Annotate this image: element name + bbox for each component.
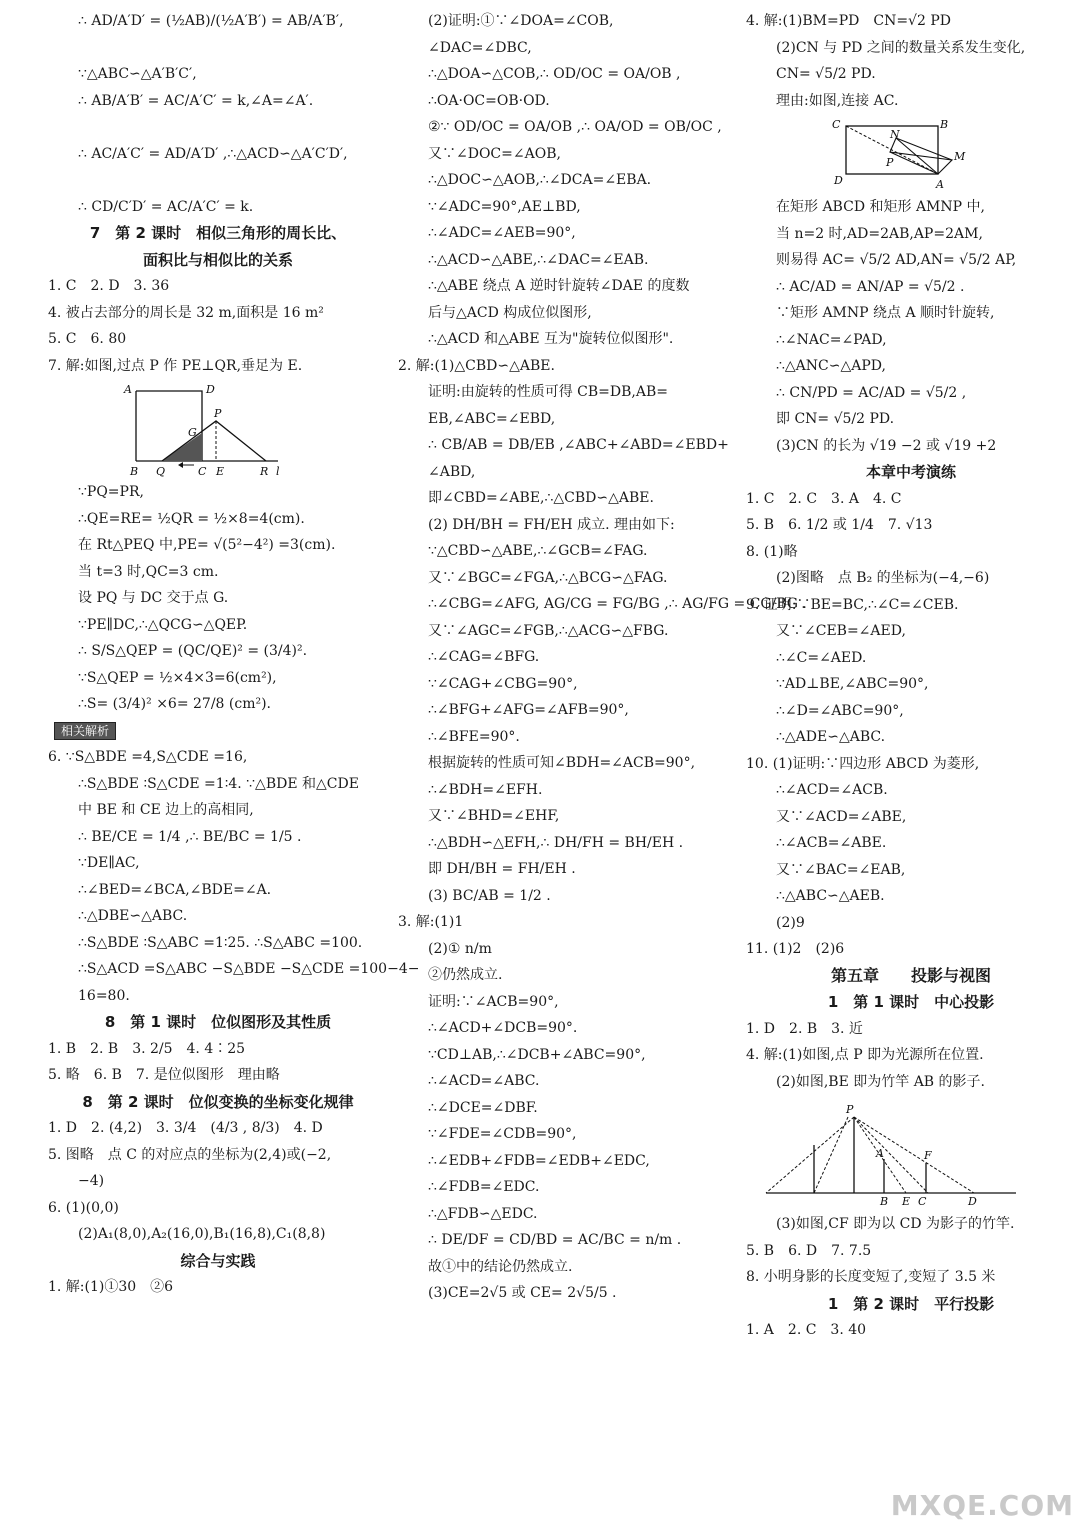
answer-line: ∴∠NAC=∠PAD, bbox=[776, 331, 887, 348]
figure-label: A bbox=[124, 383, 132, 396]
figure-label: P bbox=[214, 407, 222, 420]
answer-line: 在 Rt△PEQ 中,PE= √(5²−4²) =3(cm). bbox=[78, 537, 336, 553]
figure-label: G bbox=[188, 426, 197, 439]
answer-line: 1. D 2. B 3. 近 bbox=[746, 1020, 863, 1037]
answer-line: ∴ AC/A′C′ = AD/A′D′ ,∴△ACD∽△A′C′D′, bbox=[78, 145, 348, 162]
figure-label: D bbox=[968, 1195, 977, 1208]
answer-line: 9. 证明:∵BE=BC,∴∠C=∠CEB. bbox=[746, 596, 959, 613]
answer-line: ∵∠CAG+∠CBG=90°, bbox=[428, 675, 578, 692]
answer-line: ∴∠FDB=∠EDC. bbox=[428, 1179, 540, 1195]
answer-line: 2. 解:(1)△CBD∽△ABE. bbox=[398, 357, 555, 374]
answer-line: (3)如图,CF 即为以 CD 为影子的竹竿. bbox=[776, 1216, 1015, 1232]
answer-line: 在矩形 ABCD 和矩形 AMNP 中, bbox=[776, 199, 985, 215]
answer-line: ∴△BDH∽△EFH,∴ DH/FH = BH/EH . bbox=[428, 834, 684, 851]
answer-line bbox=[48, 35, 388, 62]
answer-line: 5. C 6. 80 bbox=[48, 331, 127, 347]
section-heading: 7 第 2 课时 相似三角形的周长比、 bbox=[89, 224, 347, 242]
site-watermark: MXQE.COM bbox=[890, 1489, 1074, 1522]
answer-line: ∵∠ADC=90°,AE⊥BD, bbox=[428, 198, 581, 215]
answer-line: ∴∠BFG+∠AFG=∠AFB=90°, bbox=[428, 702, 629, 718]
figure-label: E bbox=[216, 465, 225, 478]
answer-line: ∵矩形 AMNP 绕点 A 顺时针旋转, bbox=[776, 305, 995, 321]
answer-line: ∴ AC/AD = AN/AP = √5/2 . bbox=[776, 278, 965, 295]
answer-line: CN= √5/2 PD. bbox=[776, 66, 876, 82]
answer-line: 10. (1)证明:∵四边形 ABCD 为菱形, bbox=[746, 755, 980, 772]
answer-line: ∴△DBE∽△ABC. bbox=[78, 908, 188, 924]
answer-line: ∴S△ACD =S△ABC −S△BDE −S△CDE =100−4− bbox=[78, 961, 420, 977]
figure-label: P bbox=[886, 156, 894, 169]
figure-label: D bbox=[206, 383, 215, 396]
answer-line: (2)A₁(8,0),A₂(16,0),B₁(16,8),C₁(8,8) bbox=[78, 1226, 326, 1242]
answer-line: ∵AD⊥BE,∠ABC=90°, bbox=[776, 676, 929, 692]
figure-label: F bbox=[924, 1149, 932, 1162]
answer-line: ②∵ OD/OC = OA/OB ,∴ OA/OD = OB/OC , bbox=[428, 119, 722, 135]
answer-line: 7. 解:如图,过点 P 作 PE⊥QR,垂足为 E. bbox=[48, 357, 303, 374]
answer-line: ∵△CBD∽△ABE,∴∠GCB=∠FAG. bbox=[428, 543, 648, 559]
answer-line: (3)CN 的长为 √19 −2 或 √19 +2 bbox=[776, 437, 997, 454]
answer-column-3 bbox=[746, 8, 1076, 1344]
answer-line: ∴ AB/A′B′ = AC/A′C′ = k,∠A=∠A′. bbox=[78, 92, 314, 109]
answer-line: ②仍然成立. bbox=[428, 967, 503, 983]
section-heading: 1 第 2 课时 平行投影 bbox=[827, 1294, 995, 1313]
answer-line: 又∵∠CEB=∠AED, bbox=[776, 623, 906, 639]
figure-label: P bbox=[846, 1103, 854, 1116]
figure-label: C bbox=[198, 465, 207, 478]
answer-line: ∴ BE/CE = 1/4 ,∴ BE/BC = 1/5 . bbox=[78, 828, 302, 845]
answer-line bbox=[48, 167, 388, 194]
section-heading: 综合与实践 bbox=[180, 1251, 256, 1270]
answer-line: (2)① n/m bbox=[428, 940, 492, 957]
answer-line: ∴∠CBG=∠AFG, AG/CG = FG/BG ,∴ AG/FG = CG/BG . bbox=[428, 596, 807, 612]
answer-line: 1. C 2. D 3. 36 bbox=[48, 278, 170, 294]
figure-label: R bbox=[260, 465, 269, 478]
answer-line: ∴∠D=∠ABC=90°, bbox=[776, 702, 904, 719]
section-heading: 本章中考演练 bbox=[865, 463, 956, 481]
figure-label: C bbox=[832, 118, 841, 131]
answer-line: ∴∠ACD=∠ABC. bbox=[428, 1073, 540, 1089]
answer-line: 即 CN= √5/2 PD. bbox=[776, 411, 895, 427]
answer-line: ∴△ABC∽△AEB. bbox=[776, 888, 885, 904]
answer-line: 证明:∵∠ACB=90°, bbox=[428, 993, 559, 1010]
figure-label: l bbox=[276, 465, 280, 478]
answer-line: 当 n=2 时,AD=2AB,AP=2AM, bbox=[776, 225, 983, 242]
answer-line: ∴∠BFE=90°. bbox=[428, 728, 520, 745]
answer-line: 又∵∠BAC=∠EAB, bbox=[776, 861, 906, 878]
section-heading: 面积比与相似比的关系 bbox=[142, 250, 293, 269]
figure-label: B bbox=[880, 1195, 889, 1208]
figure-label: Q bbox=[156, 465, 166, 478]
answer-line: ∴ CB/AB = DB/EB ,∠ABC+∠ABD=∠EBD+ bbox=[428, 437, 729, 453]
answer-line: 1. A 2. C 3. 40 bbox=[746, 1322, 867, 1338]
answer-line: ∴△ACD∽△ABE,∴∠DAC=∠EAB. bbox=[428, 251, 649, 268]
answer-line: ∴△ABE 绕点 A 逆时针旋转∠DAE 的度数 bbox=[428, 278, 690, 294]
answer-line: 16=80. bbox=[78, 987, 130, 1004]
answer-line: 5. B 6. D 7. 7.5 bbox=[746, 1242, 872, 1259]
answer-line: (2)证明:①∵∠DOA=∠COB, bbox=[428, 13, 614, 29]
answer-line: (2)CN 与 PD 之间的数量关系发生变化, bbox=[776, 39, 1026, 56]
figure-label: B bbox=[130, 465, 139, 478]
answer-line: 3. 解:(1)1 bbox=[398, 914, 464, 930]
answer-line: 中 BE 和 CE 边上的高相同, bbox=[78, 802, 254, 818]
answer-line: (2)如图,BE 即为竹竿 AB 的影子. bbox=[776, 1073, 985, 1090]
answer-line: (3)CE=2√5 或 CE= 2√5/5 . bbox=[428, 1285, 617, 1301]
answer-line: 又∵∠ACD=∠ABE, bbox=[776, 808, 907, 825]
answer-line: ∴△DOA∽△COB,∴ OD/OC = OA/OB , bbox=[428, 66, 681, 82]
answer-line: (2)图略 点 B₂ 的坐标为(−4,−6) bbox=[776, 570, 990, 586]
answer-line: ∵△ABC∽△A′B′C′, bbox=[78, 66, 197, 82]
answer-line: ∴△DOC∽△AOB,∴∠DCA=∠EBA. bbox=[428, 172, 652, 188]
answer-line: ∴∠CAG=∠BFG. bbox=[428, 649, 540, 665]
answer-line: ∴△ADE∽△ABC. bbox=[776, 729, 886, 745]
answer-line: 5. B 6. 1/2 或 1/4 7. √13 bbox=[746, 517, 933, 533]
answer-line: ∴△ACD 和△ABE 互为"旋转位似图形". bbox=[428, 331, 674, 347]
answer-line: 证明:由旋转的性质可得 CB=DB,AB= bbox=[428, 384, 668, 400]
answer-line: ∵S△QEP = ½×4×3=6(cm²), bbox=[78, 669, 277, 686]
answer-line: ∴ CD/C′D′ = AC/A′C′ = k. bbox=[78, 198, 254, 215]
figure-label: D bbox=[834, 174, 843, 187]
figure-label: B bbox=[940, 118, 949, 131]
answer-line: 当 t=3 时,QC=3 cm. bbox=[78, 563, 219, 580]
answer-line: 又∵∠DOC=∠AOB, bbox=[428, 145, 561, 162]
answer-line: 11. (1)2 (2)6 bbox=[746, 941, 845, 957]
answer-line: 4. 解:(1)如图,点 P 即为光源所在位置. bbox=[746, 1047, 984, 1063]
answer-line: ∠DAC=∠DBC, bbox=[428, 39, 532, 56]
answer-line: ∴S△BDE ∶S△CDE =1∶4. ∵△BDE 和△CDE bbox=[78, 775, 359, 792]
answer-line: 又∵∠BHD=∠EHF, bbox=[428, 808, 560, 824]
answer-line: ∴∠BED=∠BCA,∠BDE=∠A. bbox=[78, 881, 272, 898]
answer-line: ∴S= (3/4)² ×6= 27/8 (cm²). bbox=[78, 696, 272, 712]
answer-line: 后与△ACD 构成位似图形, bbox=[428, 304, 592, 321]
figure-label: E bbox=[902, 1195, 911, 1208]
answer-line: 1. 解:(1)①30 ②6 bbox=[48, 1279, 174, 1295]
answer-line: ∵CD⊥AB,∴∠DCB+∠ABC=90°, bbox=[428, 1046, 646, 1063]
answer-line: 理由:如图,连接 AC. bbox=[776, 92, 899, 109]
answer-line: 又∵∠BGC=∠FGA,∴△BCG∽△FAG. bbox=[428, 569, 668, 586]
answer-line: 8. 小明身影的长度变短了,变短了 3.5 米 bbox=[746, 1269, 996, 1285]
figure-central-projection bbox=[756, 1097, 1026, 1209]
section-heading: 第五章 投影与视图 bbox=[830, 965, 991, 985]
answer-line: 1. B 2. B 3. 2/5 4. 4∶25 bbox=[48, 1040, 246, 1057]
answer-line: ∵PQ=PR, bbox=[78, 484, 144, 500]
figure-label: A bbox=[876, 1147, 884, 1160]
answer-line: ∠ABD, bbox=[428, 463, 476, 480]
answer-line: ∴∠ACD=∠ACB. bbox=[776, 782, 888, 798]
answer-line: ∴ CN/PD = AC/AD = √5/2 , bbox=[776, 384, 967, 401]
answer-line: ∴∠ACD+∠DCB=90°. bbox=[428, 1020, 578, 1036]
section-heading: 1 第 1 课时 中心投影 bbox=[827, 993, 995, 1011]
figure-label: M bbox=[954, 150, 966, 163]
answer-line: (2) DH/BH = FH/EH 成立. 理由如下: bbox=[428, 516, 675, 533]
section-tag: 相关解析 bbox=[54, 722, 116, 740]
figure-rectangle-triangle bbox=[106, 381, 296, 477]
answer-line: ∴OA·OC=OB·OD. bbox=[428, 92, 550, 109]
answer-line: ∴△FDB∽△EDC. bbox=[428, 1205, 538, 1222]
answer-line: ∴∠ADC=∠AEB=90°, bbox=[428, 225, 576, 241]
figure-rotated-rectangles bbox=[826, 116, 986, 192]
answer-line: ∴∠BDH=∠EFH. bbox=[428, 781, 543, 798]
answer-line: 5. 图略 点 C 的对应点的坐标为(2,4)或(−2, bbox=[48, 1146, 332, 1163]
answer-line: ∴S△BDE ∶S△ABC =1∶25. ∴S△ABC =100. bbox=[78, 934, 363, 951]
answer-line: 故①中的结论仍然成立. bbox=[428, 1258, 573, 1275]
answer-line: ∴∠EDB+∠FDB=∠EDB+∠EDC, bbox=[428, 1152, 650, 1169]
answer-line: 1. D 2. (4,2) 3. 3/4 (4/3 , 8/3) 4. D bbox=[48, 1120, 323, 1136]
answer-line: ∴ S/S△QEP = (QC/QE)² = (3/4)². bbox=[78, 643, 308, 659]
answer-line: 6. ∵S△BDE =4,S△CDE =16, bbox=[48, 749, 248, 765]
answer-line: 又∵∠AGC=∠FGB,∴△ACG∽△FBG. bbox=[428, 622, 669, 639]
answer-line: 设 PQ 与 DC 交于点 G. bbox=[78, 590, 229, 606]
answer-line: ∴△ANC∽△APD, bbox=[776, 358, 886, 374]
section-heading: 8 第 1 课时 位似图形及其性质 bbox=[104, 1013, 332, 1031]
answer-line: (3) BC/AB = 1/2 . bbox=[428, 887, 551, 904]
figure-label: A bbox=[936, 178, 944, 191]
answer-line: ∵∠FDE=∠CDB=90°, bbox=[428, 1126, 577, 1142]
answer-line: 即 DH/BH = FH/EH . bbox=[428, 861, 576, 877]
answer-line: ∴ DE/DF = CD/BD = AC/BC = n/m . bbox=[428, 1232, 682, 1248]
answer-column-1 bbox=[48, 8, 420, 1301]
answer-line: ∴∠ACB=∠ABE. bbox=[776, 835, 887, 851]
answer-line: ∴∠C=∠AED. bbox=[776, 649, 867, 666]
answer-line: ∴∠DCE=∠DBF. bbox=[428, 1099, 538, 1116]
answer-line bbox=[48, 114, 388, 141]
answer-line: 5. 略 6. B 7. 是位似图形 理由略 bbox=[48, 1067, 280, 1083]
answer-line: 6. (1)(0,0) bbox=[48, 1199, 119, 1216]
answer-line: −4) bbox=[78, 1173, 105, 1189]
answer-line: 根据旋转的性质可知∠BDH=∠ACB=90°, bbox=[428, 755, 696, 771]
figure-label: N bbox=[890, 128, 900, 141]
answer-line: 1. C 2. C 3. A 4. C bbox=[746, 490, 902, 507]
answer-line: 4. 解:(1)BM=PD CN=√2 PD bbox=[746, 13, 951, 29]
answer-line: EB,∠ABC=∠EBD, bbox=[428, 410, 556, 427]
answer-line: 即∠CBD=∠ABE,∴△CBD∽△ABE. bbox=[428, 490, 654, 506]
answer-line: (2)9 bbox=[776, 914, 805, 931]
answer-line: ∴ AD/A′D′ = (½AB)/(½A′B′) = AB/A′B′, bbox=[78, 13, 344, 29]
section-heading: 8 第 2 课时 位似变换的坐标变化规律 bbox=[82, 1092, 354, 1111]
figure-label: C bbox=[918, 1195, 927, 1208]
answer-line: 则易得 AC= √5/2 AD,AN= √5/2 AP, bbox=[776, 252, 1017, 268]
answer-line: 8. (1)略 bbox=[746, 543, 798, 560]
answer-line: ∵PE∥DC,∴△QCG∽△QEP. bbox=[78, 616, 248, 633]
answer-line: 4. 被占去部分的周长是 32 m,面积是 16 m² bbox=[48, 304, 324, 321]
answer-line: ∴QE=RE= ½QR = ½×8=4(cm). bbox=[78, 510, 305, 527]
answer-line: ∵DE∥AC, bbox=[78, 855, 140, 871]
